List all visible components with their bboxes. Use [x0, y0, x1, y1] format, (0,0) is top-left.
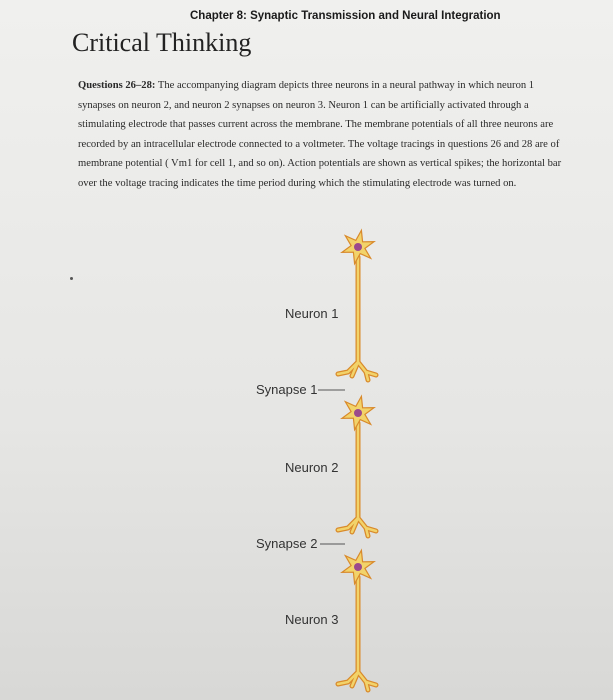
chapter-header: Chapter 8: Synaptic Transmission and Neural Integration — [190, 10, 501, 22]
neuron-1 — [338, 230, 376, 380]
question-lead: Questions 26–28: — [78, 80, 156, 91]
nucleus — [354, 409, 362, 417]
neuron-3 — [338, 550, 376, 690]
question-text: The accompanying diagram depicts three neurons in a neural pathway in which neuron 1 synapses on neuron 2, and neuron 2 synapses on neuron 3. Neuron 1 can be artificially activated through a stimulating electrode that passes current across the membrane. The membrane potentials of all three neurons are recorded by an intracellular electrode connected to a voltmeter. The voltage tracings in questions 26 and 28 are of membrane potential ( Vm1 for cell 1, and so on). Action potentials are shown as vertical spikes; the horizontal bar over the voltage tracing indicates the time period during which the stimulating electrode was turned on. — [78, 80, 562, 189]
page-title: Critical Thinking — [72, 28, 252, 57]
nucleus — [354, 563, 362, 571]
nucleus — [354, 243, 362, 251]
label-neuron-2: Neuron 2 — [285, 460, 339, 475]
label-synapse-2: Synapse 2 — [256, 536, 318, 551]
label-neuron-3: Neuron 3 — [285, 612, 339, 627]
label-neuron-1: Neuron 1 — [285, 306, 339, 321]
neuron-2 — [338, 396, 376, 536]
label-synapse-1: Synapse 1 — [256, 382, 318, 397]
